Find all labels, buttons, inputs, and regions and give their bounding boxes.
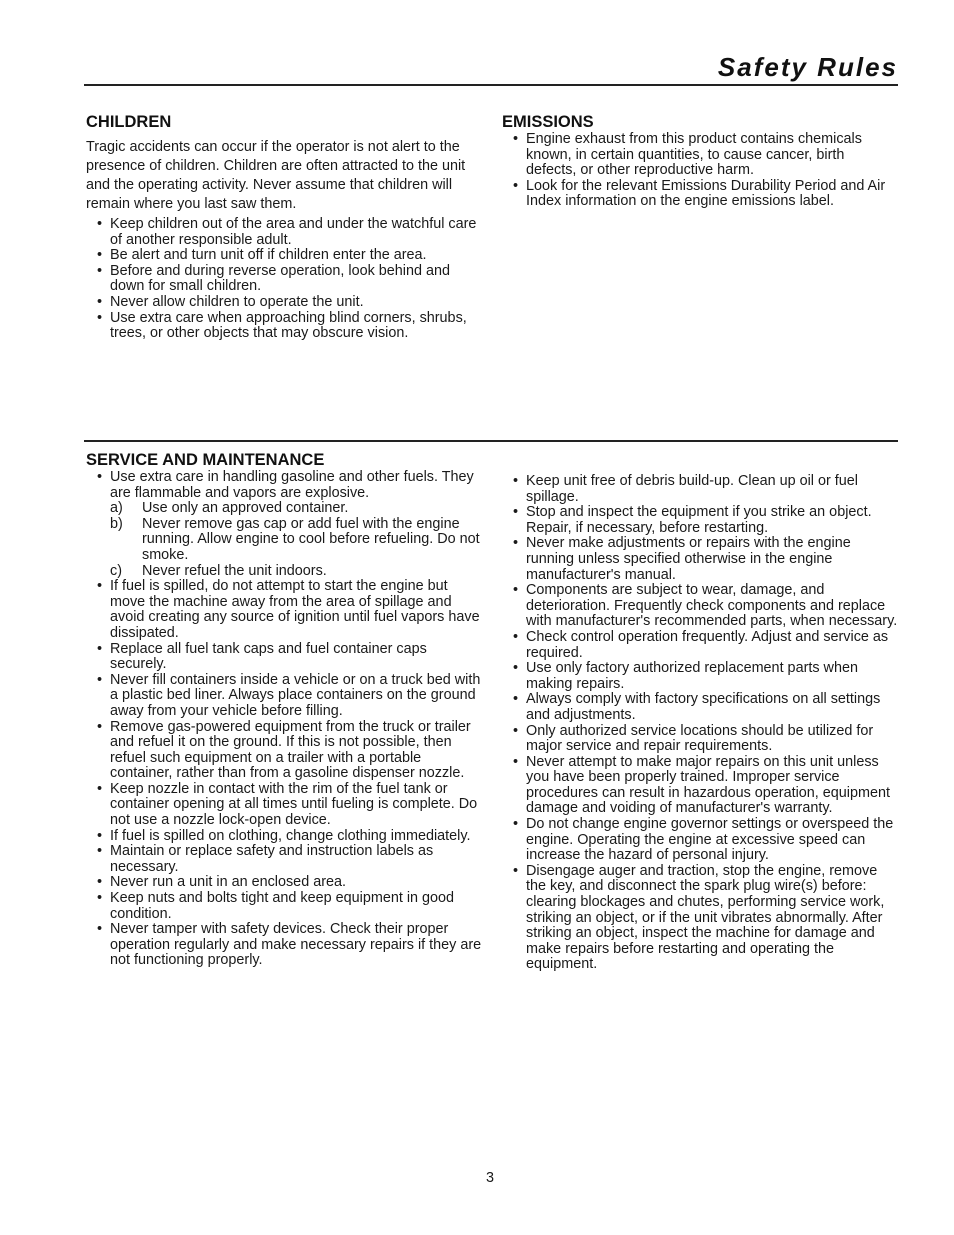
sub-item bbox=[110, 564, 484, 580]
list-item: • Before and during reverse operation, look behind and down for small children. bbox=[86, 264, 482, 295]
header-divider bbox=[84, 84, 898, 86]
page-title: Safety Rules bbox=[717, 52, 898, 82]
sub-item-text: Never refuel the unit indoors. bbox=[142, 562, 327, 579]
sub-item-marker: b) bbox=[110, 515, 123, 532]
list-item: • Check control operation frequently. Adjust and service as required. bbox=[502, 630, 900, 661]
list-item: • Never tamper with safety devices. Check their proper operation regularly and make necessary repairs if they are not functioning properly. bbox=[86, 922, 484, 969]
list-item: • Always comply with factory specifications on all settings and adjustments. bbox=[502, 692, 900, 723]
list-item: • Replace all fuel tank caps and fuel container caps securely. bbox=[86, 642, 484, 673]
service-list-left bbox=[86, 470, 484, 969]
service-section-left bbox=[86, 450, 484, 969]
list-item: • Never run a unit in an enclosed area. bbox=[86, 875, 484, 891]
children-intro: Tragic accidents can occur if the operator is not alert to the presence of children. Children are often attracted to the unit and the operating activity. Never assume that children will remain where you last saw them. bbox=[86, 139, 466, 212]
list-item: • Use only factory authorized replacement parts when making repairs. bbox=[502, 661, 900, 692]
list-item: • If fuel is spilled on clothing, change clothing immediately. bbox=[86, 829, 484, 845]
list-item: • Components are subject to wear, damage, and deterioration. Frequently check components and replace with manufacturer's recommended parts, when necessary. bbox=[502, 583, 900, 630]
list-item: • Keep nuts and bolts tight and keep equipment in good condition. bbox=[86, 891, 484, 922]
sub-item-text: Never remove gas cap or add fuel with the engine running. Allow engine to cool before refueling. Do not smoke. bbox=[142, 515, 480, 563]
list-item: • Maintain or replace safety and instruction labels as necessary. bbox=[86, 844, 484, 875]
service-list-right bbox=[502, 474, 900, 973]
list-item: • If fuel is spilled, do not attempt to start the engine but move the machine away from the area of spillage and avoid creating any source of ignition until fuel vapors have dissipated. bbox=[86, 579, 484, 641]
emissions-heading: EMISSIONS bbox=[502, 113, 594, 131]
list-item: • Keep nozzle in contact with the rim of the fuel tank or container opening at all times until fueling is complete. Do not use a nozzle lock-open device. bbox=[86, 782, 484, 829]
list-item: • Look for the relevant Emissions Durability Period and Air Index information on the engine emissions label. bbox=[502, 179, 898, 210]
list-item: • Engine exhaust from this product contains chemicals known, in certain quantities, to cause cancer, birth defects, or other reproductive harm. bbox=[502, 132, 898, 179]
children-heading: CHILDREN bbox=[86, 113, 172, 131]
fuel-sublist bbox=[110, 501, 484, 579]
list-item: • Keep unit free of debris build-up. Clean up oil or fuel spillage. bbox=[502, 474, 900, 505]
emissions-list bbox=[502, 132, 898, 210]
service-heading: SERVICE AND MAINTENANCE bbox=[86, 451, 325, 469]
list-item: • Never make adjustments or repairs with the engine running unless specified otherwise in the engine manufacturer's manual. bbox=[502, 536, 900, 583]
list-item: • Do not change engine governor settings or overspeed the engine. Operating the engine at excessive speed can increase the hazard of personal injury. bbox=[502, 817, 900, 864]
sub-item bbox=[110, 517, 484, 564]
children-section bbox=[86, 112, 482, 342]
list-item: • Never attempt to make major repairs on this unit unless you have been properly trained. Improper service procedures can result in hazardous operation, equipment damage and voiding of manufacturer's warranty. bbox=[502, 755, 900, 817]
list-item: • Never allow children to operate the unit. bbox=[86, 295, 482, 311]
section-divider bbox=[84, 440, 898, 442]
list-item: • Remove gas-powered equipment from the truck or trailer and refuel it on the ground. If this is not possible, then refuel such equipment on a trailer with a portable container, rather than from a gasoline dispenser nozzle. bbox=[86, 720, 484, 782]
service-section-right bbox=[502, 474, 900, 973]
emissions-section bbox=[502, 112, 898, 210]
list-item: • Be alert and turn unit off if children enter the area. bbox=[86, 248, 482, 264]
list-item: • Only authorized service locations should be utilized for major service and repair requirements. bbox=[502, 724, 900, 755]
sub-item-marker: a) bbox=[110, 500, 123, 517]
list-item: • Never fill containers inside a vehicle or on a truck bed with a plastic bed liner. Always place containers on the ground away from your vehicle before filling. bbox=[86, 673, 484, 720]
page-number: 3 bbox=[485, 1170, 494, 1186]
sub-item-text: Use only an approved container. bbox=[142, 500, 349, 517]
list-item: • Use extra care when approaching blind corners, shrubs, trees, or other objects that may obscure vision. bbox=[86, 311, 482, 342]
sub-item bbox=[110, 501, 484, 517]
list-item: • Disengage auger and traction, stop the engine, remove the key, and disconnect the spark plug wire(s) before: clearing blockages and chutes, performing service work, striking an object, or if the unit vibrates abnormally. After striking an object, inspect the machine for damage and make repairs before restarting and operating the equipment. bbox=[502, 864, 900, 973]
sub-item-marker: c) bbox=[110, 562, 122, 579]
list-item-text: Use extra care in handling gasoline and other fuels. They are flammable and vapors are explosive. bbox=[110, 469, 474, 501]
list-item: • Stop and inspect the equipment if you strike an object. Repair, if necessary, before restarting. bbox=[502, 505, 900, 536]
children-list bbox=[86, 217, 482, 342]
list-item bbox=[86, 470, 484, 579]
list-item: • Keep children out of the area and under the watchful care of another responsible adult. bbox=[86, 217, 482, 248]
